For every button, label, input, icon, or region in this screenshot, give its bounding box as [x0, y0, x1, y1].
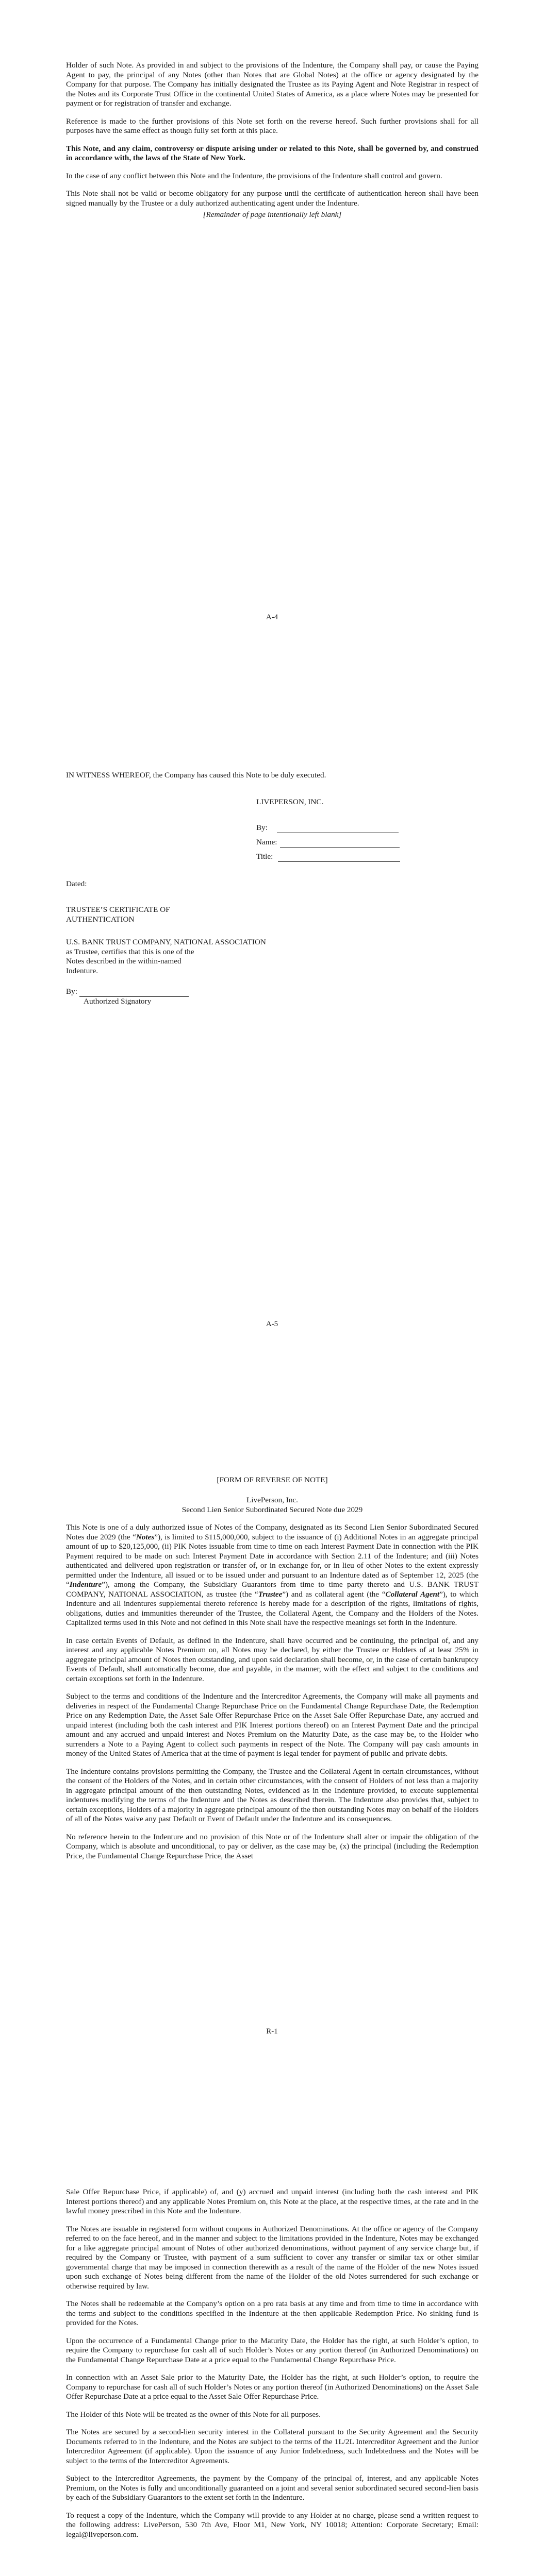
note-title: Second Lien Senior Subordinated Secured Note due 2029 — [182, 1505, 363, 1514]
paragraph: Holder of such Note. As provided in and subject to the provisions of the Indenture, the Company shall pay, or cause the Paying Agent to pay, the principal of any Notes (other than Notes that are Global Notes) at the office or agency designated by the Company for that purpose. The Company has initially designated the Trustee as its Paying Agent and Note Registrar in respect of the Notes and its Corporate Trust Office in the continental United States of America, as a place where Notes may be presented for payment or for registration of transfer and exchange. — [66, 61, 479, 108]
trustee-certification: U.S. BANK TRUST COMPANY, NATIONAL ASSOCIATION as Trustee, certifies that this is one of the Notes described in the within-named Indenture. — [66, 938, 266, 975]
defined-term: Trustee — [258, 1589, 283, 1599]
paragraph: Subject to the Intercreditor Agreements, the payment by the Company of the principal of, interest, and any applicable Notes Premium, on the Notes is fully and unconditionally guaranteed on a joint and several senior subordinated secured second-lien basis by each of the Subsidiary Guarantors to the extent set forth in the Indenture. — [66, 2474, 479, 2502]
paragraph: The Notes are secured by a second-lien security interest in the Collateral pursuant to the Security Agreement and the Security Documents referred to in the Indenture, and the Notes are subject to the terms of the 1L/2L Intercreditor Agreement and the Junior Intercreditor Agreement (if applicable). Upon the issuance of any Junior Indebtedness, such Indebtedness and the Notes will be subject to the terms of the Intercreditor Agreements. — [66, 2428, 479, 2465]
paragraph: The Holder of this Note will be treated as the owner of this Note for all purposes. — [66, 2410, 321, 2419]
defined-term: Indenture — [69, 1580, 102, 1589]
paragraph: This Note is one of a duly authorized issue of Notes of the Company, designated as its Second Lien Senior Subordinated Secured Notes due 2029 (the “Notes”), is limited to $115,000,000, subject to the issuance of (i) Additional Notes in an aggregate principal amount of up to $20,125,000, (ii) PIK Notes issuable from time to time on each Interest Payment Date in connection with the PIK Payment required to be made on such Interest Payment Date in accordance with Section 2.11 of the Indenture; and (iii) Notes authenticated and delivered upon registration or transfer of, or in exchange for, or in lieu of other Notes to the extent expressly permitted under the Indenture, all issued or to be issued under and pursuant to an Indenture dated as of September 12, 2025 (the “Indenture”), among the Company, the Subsidiary Guarantors from time to time party thereto and U.S. BANK TRUST COMPANY, NATIONAL ASSOCIATION, as trustee (the “Trustee”) and as collateral agent (the “Collateral Agent”), to which Indenture and all indentures supplemental thereto reference is hereby made for a description of the rights, limitations of rights, obligations, duties and immunities thereunder of the Trustee, the Collateral Agent, the Company and the Holders of the Notes. Capitalized terms used in this Note and not defined in this Note shall have the respective meanings set forth in the Indenture. — [66, 1523, 479, 1627]
defined-term: Notes — [136, 1532, 155, 1541]
signature-line — [280, 847, 400, 848]
paragraph: This Note shall not be valid or become obligatory for any purpose until the certificate of authentication hereon shall have been signed manually by the Trustee or a duly authorized authenticating agent under the Indenture. — [66, 189, 479, 208]
defined-term: Collateral Agent — [385, 1589, 440, 1599]
page-folio: A-5 — [266, 1320, 278, 1328]
page-folio: R-1 — [266, 2027, 278, 2036]
signature-line — [278, 861, 400, 862]
paragraph: The Notes are issuable in registered form without coupons in Authorized Denominations. At the office or agency of the Company referred to on the face hereof, and in the manner and subject to the limitations provided in the Indenture, Notes may be exchanged for a like aggregate principal amount of Notes of other authorized denominations, without payment of any service charge but, if required by the Company or Trustee, with payment of a sum sufficient to cover any transfer or similar tax or other similar governmental charge that may be imposed in connection therewith as a result of the name of the Holder of the new Notes issued upon such exchange of Notes being different from the name of the Holder of the old Notes surrendered for such exchange or otherwise required by law. — [66, 2224, 479, 2291]
company-name: LivePerson, Inc. — [246, 1496, 298, 1504]
paragraph: Sale Offer Repurchase Price, if applicable) of, and (y) accrued and unpaid interest (including both the cash interest and PIK Interest portions thereof) and any applicable Notes Premium on, this Note at the place, at the respective times, at the rate and in the lawful money prescribed in this Note and the Indenture. — [66, 2188, 479, 2215]
paragraph: The Notes shall be redeemable at the Company’s option on a pro rata basis at any time and from time to time in accordance with the terms and subject to the conditions specified in the Indenture at the then applicable Redemption Price. No sinking fund is provided for the Notes. — [66, 2299, 479, 2327]
signature-by-line: By: — [256, 823, 399, 833]
page-a4-text — [66, 61, 479, 228]
signature-name-line: Name: — [256, 838, 400, 848]
paragraph: No reference herein to the Indenture and no provision of this Note or of the Indenture shall alter or impair the obligation of the Company, which is absolute and unconditional, to pay or deliver, as the case may be, (x) the principal (including the Redemption Price, the Fundamental Change Repurchase Price, the Asset — [66, 1832, 479, 1860]
reverse-heading: [FORM OF REVERSE OF NOTE] — [217, 1476, 328, 1484]
authorized-signatory-label: Authorized Signatory — [84, 997, 152, 1006]
paragraph: The Indenture contains provisions permitting the Company, the Trustee and the Collateral Agent in certain circumstances, without the consent of the Holders of the Notes, and in certain other circumstances, with the consent of Holders of not less than a majority in aggregate principal amount of the then outstanding Notes, evidenced as in the Indenture provided, to execute supplemental indentures modifying the terms of the Indenture and the Notes as described therein. The Indenture also provides that, subject to certain exceptions, Holders of a majority in aggregate principal amount of the then outstanding Notes may on behalf of the Holders of all of the Notes waive any past Default or Event of Default under the Indenture and its consequences. — [66, 1767, 479, 1823]
page-r1-text — [66, 1523, 479, 1869]
paragraph: Subject to the terms and conditions of the Indenture and the Intercreditor Agreements, the Company will make all payments and deliveries in respect of the Fundamental Change Repurchase Price on the Fundamental Change Repurchase Date, the Redemption Price on any Redemption Date, the Asset Sale Offer Repurchase Price on the Asset Sale Offer Repurchase Date, any accrued and unpaid interest (including both the cash interest and PIK Interest portions thereof) on an Interest Payment Date and the principal amount and any accrued and unpaid interest and Notes Premium on the Maturity Date, as the case may be, to the Holder who surrenders a Note to a Paying Agent to collect such payments in respect of the Note. The Company will pay cash amounts in money of the United States of America that at the time of payment is legal tender for payment of public and private debts. — [66, 1692, 479, 1758]
certificate-title: TRUSTEE’S CERTIFICATE OF AUTHENTICATION — [66, 905, 170, 924]
paragraph: Reference is made to the further provisions of this Note set forth on the reverse hereof. Such further provisions shall for all purposes have the same effect as though fully set forth at this place. — [66, 116, 479, 135]
remainder-note: [Remainder of page intentionally left blank] — [203, 210, 342, 219]
signature-title-line: Title: — [256, 852, 400, 862]
company-name: LIVEPERSON, INC. — [256, 798, 324, 806]
paragraph: Upon the occurrence of a Fundamental Change prior to the Maturity Date, the Holder has the right, at such Holder’s option, to require the Company to repurchase for cash all of such Holder’s Notes or any portion thereof (in Authorized Denominations) on the Fundamental Change Repurchase Date at a price equal to the Fundamental Change Repurchase Price. — [66, 2336, 479, 2364]
page-r2-text — [66, 2188, 479, 2548]
trustee-signature-line: By: — [66, 987, 189, 997]
page-folio: A-4 — [266, 613, 278, 621]
witness-clause: IN WITNESS WHEREOF, the Company has caused this Note to be duly executed. — [66, 771, 326, 779]
dated-label: Dated: — [66, 879, 87, 888]
paragraph: In case certain Events of Default, as defined in the Indenture, shall have occurred and be continuing, the principal of, and any interest and any applicable Notes Premium on, all Notes may be declared, by either the Trustee or Holders of at least 25% in aggregate principal amount of Notes then outstanding, and upon said declaration shall become, or, in the case of certain bankruptcy Events of Default, shall automatically become, due and payable, in the manner, with the effect and subject to the conditions and certain exceptions set forth in the Indenture. — [66, 1636, 479, 1683]
governing-law-paragraph: This Note, and any claim, controversy or dispute arising under or related to this Note, shall be governed by, and construed in accordance with, the laws of the State of New York. — [66, 144, 479, 162]
paragraph: To request a copy of the Indenture, which the Company will provide to any Holder at no charge, please send a written request to the following address: LivePerson, 530 7th Ave, Floor M1, New York, NY 10018; Attention: Corporate Secretary; Email: legal@liveperson.com. — [66, 2511, 479, 2539]
paragraph: In the case of any conflict between this Note and the Indenture, the provisions of the Indenture shall control and govern. — [66, 171, 442, 180]
paragraph: In connection with an Asset Sale prior to the Maturity Date, the Holder has the right, at such Holder’s option, to require the Company to repurchase for cash all of such Holder’s Notes or any portion thereof (in Authorized Denominations) on the Asset Sale Offer Repurchase Date at a price equal to the Asset Sale Offer Repurchase Price. — [66, 2373, 479, 2401]
